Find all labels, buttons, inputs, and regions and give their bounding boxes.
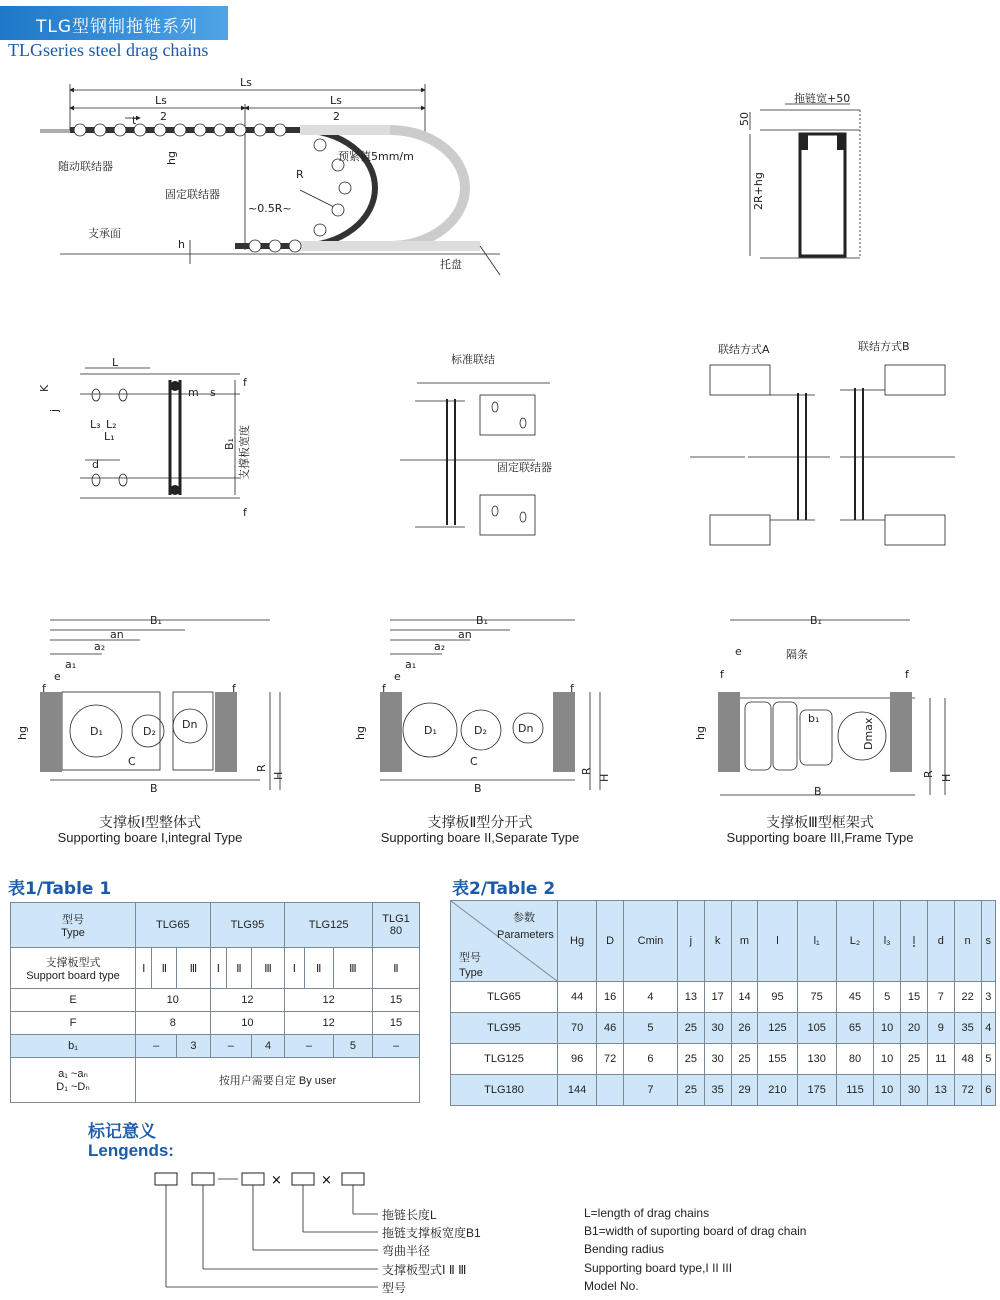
board-1-caption-en: Supporting boare I,integral Type	[57, 830, 243, 845]
dim-ls-half-left: Ls	[155, 94, 167, 107]
legend-item-cn: 拖链支撑板宽度B1	[382, 1226, 481, 1240]
table1-cell: 12	[210, 989, 285, 1012]
table1-board-type: Ⅲ	[177, 948, 210, 989]
dim-b1-small: b₁	[808, 712, 820, 725]
dim-hg: hg	[165, 151, 178, 165]
legend-code-diagram	[150, 1165, 400, 1295]
table1-cell: 5	[333, 1035, 372, 1058]
dim-L: L	[112, 356, 119, 369]
table1-a-d-label: a₁ ~aₙ D₁ ~Dₙ	[11, 1058, 136, 1103]
table1-row-label: E	[11, 989, 136, 1012]
dim-ls-half-left-den: 2	[160, 110, 167, 123]
table1-cell: 15	[373, 1012, 420, 1035]
legend-item-cn: 支撑板型式Ⅰ Ⅱ Ⅲ	[382, 1263, 467, 1277]
dim-a2: a₂	[434, 640, 446, 653]
table1-board-type-header: 支撑板型式 Support board type	[11, 948, 136, 989]
dim-e: e	[54, 670, 61, 683]
main-chain-diagram	[0, 70, 700, 290]
table-row: TLG65 44 16 4 13 17 14 95 75 45 5 15 7 22 3	[451, 982, 996, 1013]
dim-b: B	[474, 782, 482, 795]
dim-b: B	[814, 785, 822, 798]
header-title-bar	[0, 6, 228, 40]
table1-row-label: F	[11, 1012, 136, 1035]
dim-d2: D₂	[143, 725, 156, 738]
label-tray: 托盘	[440, 258, 462, 271]
table1-cell: 10	[136, 989, 211, 1012]
board-2-caption-en: Supporting boare II,Separate Type	[380, 830, 580, 845]
table2-col-header: k	[704, 901, 731, 982]
table1-board-type: Ⅲ	[333, 948, 372, 989]
legend-title-en: Lengends:	[88, 1141, 174, 1160]
dim-b1: B₁	[150, 614, 162, 627]
dim-d: d	[92, 458, 99, 471]
table-row: TLG125 96 72 6 25 30 25 155 130 80 10 25 11 48 5	[451, 1044, 996, 1075]
table2-col-header: Hg	[558, 901, 597, 982]
table2-corner-header: 参数 Parameters 型号 Type	[451, 901, 558, 982]
legend-item-en: L=length of drag chains	[584, 1206, 710, 1220]
table1-cell: 8	[136, 1012, 211, 1035]
dim-f-top: f	[243, 376, 247, 389]
board-1-caption-cn: 支撑板Ⅰ型整体式	[98, 814, 202, 830]
legend-item-en: Supporting board type,I II III	[584, 1261, 733, 1275]
dim-half-r: ~0.5R~	[248, 202, 292, 215]
dim-h: H	[598, 773, 611, 782]
dim-ls-half-right: Ls	[330, 94, 342, 107]
dim-m: m	[188, 386, 199, 399]
dim-ls: Ls	[240, 76, 252, 89]
board-type-3-diagram	[690, 610, 960, 810]
dim-L3: L₃	[90, 418, 101, 431]
label-fixed-connector: 固定联结器	[165, 188, 220, 201]
dim-hg: hg	[694, 726, 707, 740]
dim-d2: D₂	[474, 724, 487, 737]
dim-r: R	[922, 770, 935, 778]
connection-modes-diagram	[690, 335, 955, 555]
board-type-2-diagram	[350, 610, 620, 810]
dim-c: C	[128, 755, 136, 768]
table2-col-header: l₃	[874, 901, 901, 982]
table1-cell: –	[210, 1035, 251, 1058]
dim-h: h	[178, 238, 185, 251]
table1-cell: –	[373, 1035, 420, 1058]
board-2-caption-cn: 支撑板Ⅱ型分开式	[427, 814, 533, 830]
legend-item-cn: 弯曲半径	[382, 1244, 431, 1258]
table2-col-header: j	[677, 901, 704, 982]
legend-times: ×	[321, 1173, 332, 1188]
legend-item-cn: 拖链长度L	[382, 1208, 437, 1222]
legend-item-cn: 型号	[382, 1281, 407, 1295]
header-title-cn: TLG型钢制拖链系列	[36, 17, 199, 37]
table2-col-header: l̥	[901, 901, 928, 982]
table2-col-header: l₁	[797, 901, 836, 982]
table1-cell: 12	[285, 989, 373, 1012]
label-separator: 隔条	[786, 648, 808, 661]
table1-cell: 10	[210, 1012, 285, 1035]
table1-type-header: 型号 Type	[11, 903, 136, 948]
dim-s: s	[210, 386, 216, 399]
table1-model-125: TLG125	[285, 903, 373, 948]
dim-h: H	[272, 771, 285, 780]
legend-item-en: Bending radius	[584, 1242, 665, 1256]
dim-dn: Dn	[518, 722, 534, 735]
table1-cell: 12	[285, 1012, 373, 1035]
dim-dmax: Dmax	[862, 717, 875, 750]
dim-L2: L₂	[106, 418, 117, 431]
board-3-caption-en: Supporting boare III,Frame Type	[726, 830, 914, 845]
table1-cell: –	[285, 1035, 334, 1058]
table1-board-type: Ⅱ	[227, 948, 252, 989]
label-moving-connector: 随动联结器	[58, 160, 113, 173]
dim-t: t	[132, 114, 137, 127]
dim-f-left: f	[42, 682, 46, 695]
dim-f-left: f	[720, 668, 724, 681]
dim-j: j	[48, 408, 61, 412]
table2-col-header: d	[927, 901, 954, 982]
legend-item-en: B1=width of suporting board of drag chain	[584, 1224, 807, 1238]
dim-B1: B₁	[223, 438, 236, 450]
dim-r: R	[580, 767, 593, 775]
dim-f-right: f	[570, 682, 574, 695]
dim-50: 50	[738, 112, 751, 126]
table2-col-header: s	[981, 901, 995, 982]
legend-times: ×	[271, 1173, 282, 1188]
table1-by-user: 按用户需要自定 By user	[136, 1058, 420, 1103]
table1-cell: 4	[251, 1035, 284, 1058]
table1-board-type: Ⅱ	[373, 948, 420, 989]
dim-hg: hg	[16, 726, 29, 740]
dim-an: an	[458, 628, 472, 641]
dim-f-bottom: f	[243, 506, 247, 519]
table1-cell: 3	[177, 1035, 210, 1058]
table2-col-header: Cmin	[623, 901, 677, 982]
table-row: TLG95 70 46 5 25 30 26 125 105 65 10 20 9 35 4	[451, 1013, 996, 1044]
table1-cell: 15	[373, 989, 420, 1012]
table2-col-header: L₂	[836, 901, 874, 982]
table1-cell: –	[136, 1035, 177, 1058]
table2-col-header: m	[731, 901, 758, 982]
table1-board-type: Ⅱ	[152, 948, 177, 989]
dim-d1: D₁	[424, 724, 437, 737]
dim-r: R	[296, 168, 304, 181]
label-pretension: 预紧值5mm/m	[338, 150, 414, 163]
table2-col-header: D	[597, 901, 624, 982]
label-standard-fixed: 固定联结器	[497, 461, 552, 474]
dim-a1: a₁	[65, 658, 77, 671]
dim-c: C	[470, 755, 478, 768]
table1-board-type: Ⅰ	[285, 948, 304, 989]
dim-a1: a₁	[405, 658, 417, 671]
legend-title-cn: 标记意义	[88, 1122, 156, 1141]
header-title-en: TLGseries steel drag chains	[8, 40, 209, 60]
dim-f-left: f	[382, 682, 386, 695]
side-view-diagram	[720, 90, 900, 270]
label-mode-a: 联结方式A	[718, 343, 770, 356]
link-detail-diagram	[30, 350, 270, 530]
dim-K: K	[38, 384, 51, 392]
label-support-surface: 支承面	[88, 227, 121, 240]
table2	[450, 900, 996, 1106]
dim-L1: L₁	[104, 430, 115, 443]
dim-e: e	[394, 670, 401, 683]
table2-col-header: n	[954, 901, 981, 982]
board-3-caption-cn: 支撑板Ⅲ型框架式	[766, 814, 874, 830]
label-standard-connection: 标准联结	[451, 353, 495, 366]
dim-ls-half-right-den: 2	[333, 110, 340, 123]
dim-r: R	[255, 764, 268, 772]
dim-an: an	[110, 628, 124, 641]
dim-a2: a₂	[94, 640, 106, 653]
legend-item-en: Model No.	[584, 1279, 639, 1293]
label-mode-b: 联结方式B	[858, 340, 910, 353]
table1-board-type: Ⅰ	[136, 948, 152, 989]
table1-model-65: TLG65	[136, 903, 211, 948]
dim-b: B	[150, 782, 158, 795]
table1-board-type: Ⅲ	[251, 948, 284, 989]
dim-f-right: f	[232, 682, 236, 695]
dim-d1: D₁	[90, 725, 103, 738]
table1-board-type: Ⅱ	[304, 948, 333, 989]
table1-board-type: Ⅰ	[210, 948, 226, 989]
dim-hg: hg	[354, 726, 367, 740]
dim-b1: B₁	[476, 614, 488, 627]
dim-2r-hg: 2R+hg	[752, 172, 765, 210]
board-type-1-diagram	[10, 610, 290, 810]
table-row: TLG180 144 7 25 35 29 210 175 115 10 30 13 72 6	[451, 1075, 996, 1106]
table2-title: 表2/Table 2	[452, 879, 556, 899]
standard-connection-diagram	[395, 345, 555, 540]
dim-e: e	[735, 645, 742, 658]
dim-b1: B₁	[810, 614, 822, 627]
dim-h: H	[940, 773, 953, 782]
table1-b1-label: b₁	[11, 1035, 136, 1058]
label-width: 拖链宽+50	[794, 92, 851, 105]
table2-col-header: l	[758, 901, 797, 982]
table1	[10, 902, 420, 1103]
label-B1-cn: 支撑板宽度	[238, 425, 251, 480]
table1-model-180: TLG1 80	[373, 903, 420, 948]
table1-title: 表1/Table 1	[8, 879, 112, 899]
dim-dn: Dn	[182, 718, 198, 731]
table1-model-95: TLG95	[210, 903, 285, 948]
dim-f-right: f	[905, 668, 909, 681]
